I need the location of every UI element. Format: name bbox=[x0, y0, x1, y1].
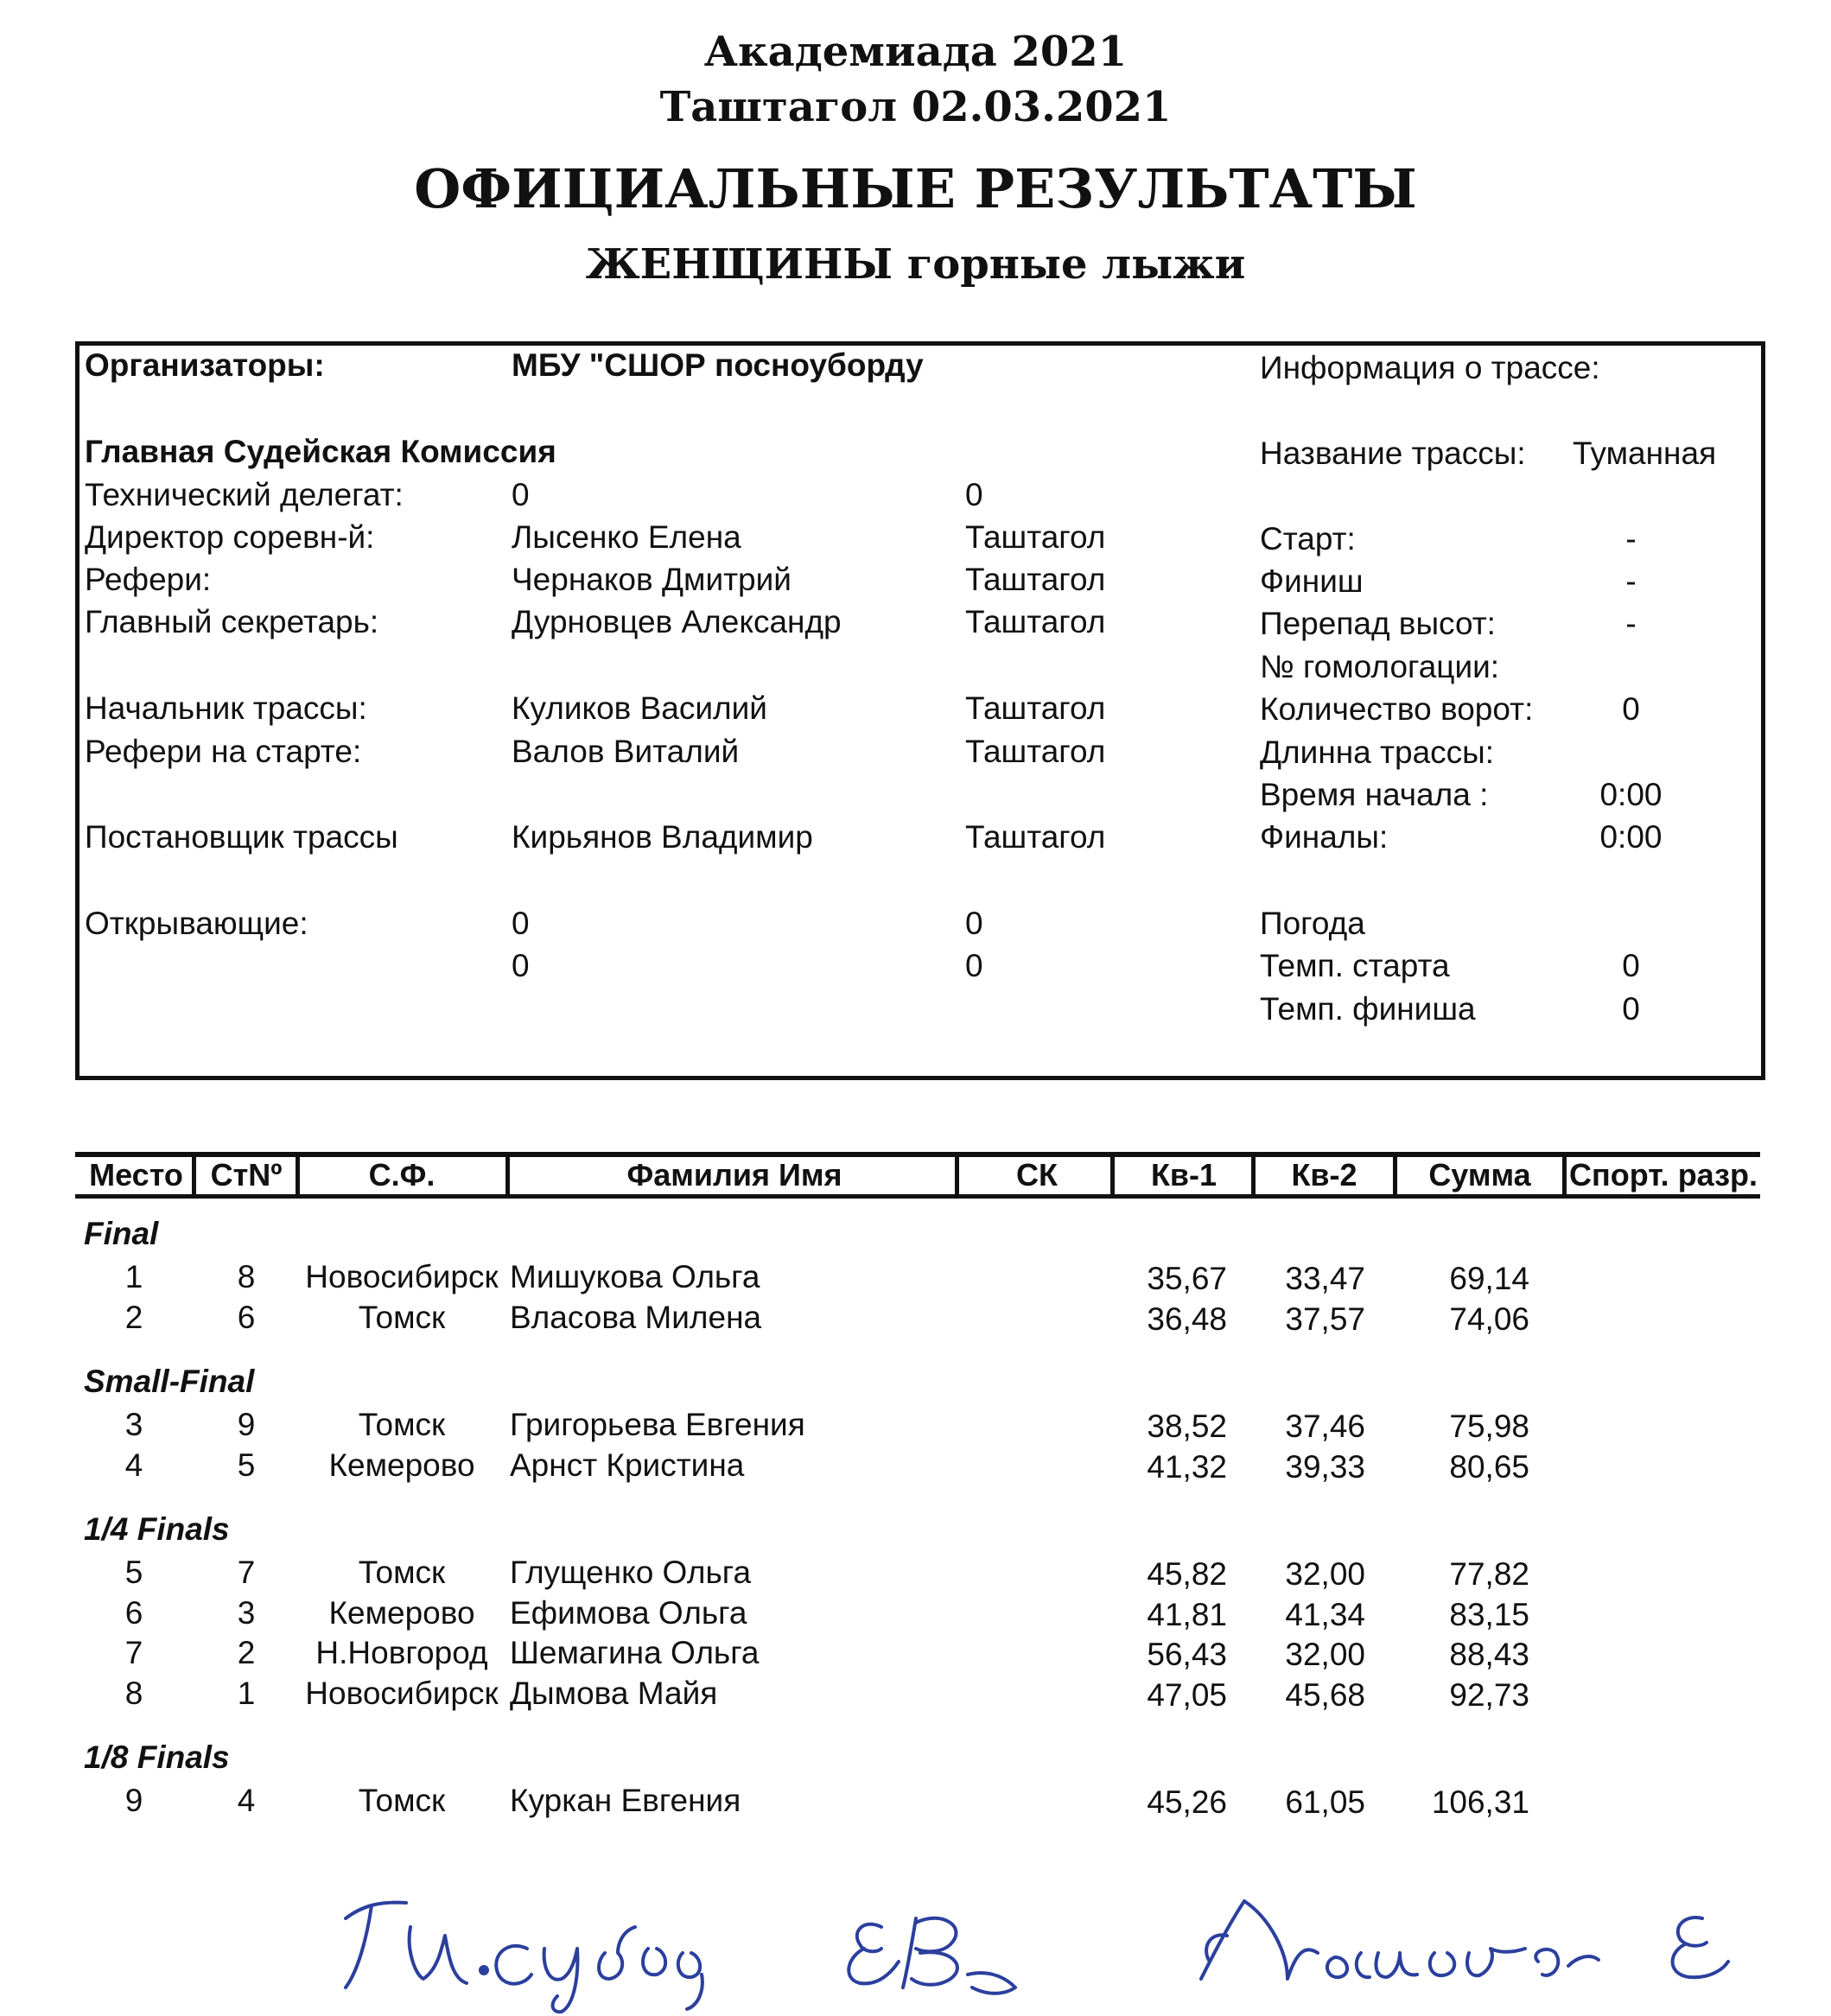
cell-sum: 83,15 bbox=[1449, 1596, 1529, 1632]
cell-qual1: 38,52 bbox=[1147, 1409, 1227, 1444]
official-role: Постановщик трассы bbox=[85, 819, 398, 855]
official-role: Начальник трассы: bbox=[85, 690, 367, 726]
track-info-value: - bbox=[1625, 521, 1637, 556]
cell-qual2: 45,68 bbox=[1285, 1676, 1365, 1713]
cell-qual2: 39,33 bbox=[1285, 1448, 1365, 1485]
official-city: Таштагол bbox=[965, 562, 1106, 597]
table-column-header: Фамилия Имя bbox=[626, 1157, 842, 1192]
cell-qual1: 45,26 bbox=[1147, 1784, 1227, 1820]
column-separator bbox=[1393, 1156, 1397, 1194]
cell-qual2: 32,00 bbox=[1285, 1637, 1365, 1672]
track-info-label: № гомологации: bbox=[1260, 649, 1500, 684]
cell-qual1: 41,32 bbox=[1147, 1448, 1227, 1485]
track-info-label: Название трассы: bbox=[1260, 436, 1526, 471]
column-separator bbox=[955, 1156, 959, 1194]
column-separator bbox=[296, 1156, 300, 1194]
official-city: 0 bbox=[965, 906, 983, 941]
cell-city: Новосибирск bbox=[305, 1675, 499, 1711]
cell-sum: 106,31 bbox=[1431, 1784, 1529, 1820]
official-role: Рефери: bbox=[85, 562, 212, 597]
track-info-value: Туманная bbox=[1573, 436, 1717, 471]
cell-qual2: 61,05 bbox=[1285, 1784, 1365, 1820]
cell-place: 5 bbox=[124, 1555, 143, 1590]
section-title: 1/8 Finals bbox=[84, 1739, 230, 1775]
organizers-value: МБУ "СШОР посноуборду bbox=[512, 347, 924, 383]
track-info-label: Темп. старта bbox=[1260, 948, 1450, 983]
cell-place: 3 bbox=[124, 1407, 143, 1442]
cell-name: Григорьева Евгения bbox=[510, 1407, 805, 1442]
cell-qual1: 35,67 bbox=[1147, 1261, 1227, 1296]
track-info-value: - bbox=[1625, 563, 1637, 599]
official-name: Валов Виталий bbox=[512, 734, 740, 769]
track-info-value: 0:00 bbox=[1599, 777, 1663, 812]
cell-place: 4 bbox=[124, 1447, 143, 1483]
official-name: Лысенко Елена bbox=[512, 519, 741, 555]
cell-name: Шемагина Ольга bbox=[510, 1635, 760, 1670]
cell-city: Новосибирск bbox=[305, 1259, 499, 1294]
track-info-label: Темп. финиша bbox=[1260, 991, 1476, 1027]
cell-city: Кемерово bbox=[328, 1447, 475, 1483]
cell-qual1: 47,05 bbox=[1147, 1676, 1227, 1713]
cell-qual1: 36,48 bbox=[1147, 1301, 1227, 1337]
official-name: 0 bbox=[512, 906, 530, 941]
track-info-value: - bbox=[1625, 606, 1637, 641]
official-city: 0 bbox=[965, 477, 983, 512]
cell-city: Кемерово bbox=[328, 1594, 475, 1631]
track-info-value: 0 bbox=[1622, 948, 1640, 983]
track-info-value: 0:00 bbox=[1599, 819, 1663, 855]
track-info-label: Перепад высот: bbox=[1260, 606, 1496, 641]
cell-qual2: 37,57 bbox=[1285, 1301, 1365, 1337]
document-title: ОФИЦИАЛЬНЫЕ РЕЗУЛЬТАТЫ bbox=[414, 157, 1417, 220]
cell-place: 2 bbox=[124, 1299, 143, 1335]
cell-name: Мишукова Ольга bbox=[510, 1259, 760, 1294]
cell-name: Глущенко Ольга bbox=[510, 1555, 752, 1590]
table-column-header: Сумма bbox=[1428, 1157, 1531, 1192]
table-header-bottom-rule bbox=[75, 1194, 1760, 1199]
official-city: Таштагол bbox=[965, 734, 1106, 769]
cell-bib: 9 bbox=[237, 1407, 256, 1442]
cell-city: Томск bbox=[358, 1783, 446, 1818]
cell-city: Н.Новгород bbox=[315, 1635, 488, 1670]
column-separator bbox=[192, 1156, 196, 1194]
cell-place: 6 bbox=[124, 1594, 143, 1631]
commission-label: Главная Судейская Комиссия bbox=[85, 434, 556, 469]
column-separator bbox=[1110, 1156, 1115, 1194]
event-place-date: Таштагол 02.03.2021 bbox=[659, 83, 1172, 131]
cell-bib: 6 bbox=[237, 1299, 256, 1335]
cell-qual1: 56,43 bbox=[1147, 1637, 1227, 1672]
table-column-header: СК bbox=[1016, 1157, 1058, 1192]
cell-sum: 74,06 bbox=[1449, 1301, 1529, 1337]
cell-qual1: 41,81 bbox=[1147, 1596, 1227, 1632]
official-role: Открывающие: bbox=[85, 906, 308, 941]
table-column-header: Спорт. разр. bbox=[1568, 1157, 1758, 1192]
cell-place: 9 bbox=[124, 1783, 143, 1818]
category-title: ЖЕНЩИНЫ горные лыжи bbox=[585, 240, 1246, 289]
official-role: Технический делегат: bbox=[85, 477, 404, 512]
track-info-label: Длинна трассы: bbox=[1260, 735, 1495, 770]
cell-sum: 75,98 bbox=[1449, 1409, 1529, 1444]
section-title: 1/4 Finals bbox=[84, 1511, 230, 1547]
section-title: Small-Final bbox=[84, 1364, 255, 1399]
official-city: Таштагол bbox=[965, 604, 1106, 639]
official-city: Таштагол bbox=[965, 819, 1106, 855]
cell-qual2: 33,47 bbox=[1285, 1261, 1365, 1296]
cell-sum: 92,73 bbox=[1449, 1676, 1529, 1713]
official-name: Куликов Василий bbox=[512, 690, 767, 726]
official-role: Директор соревн-й: bbox=[85, 519, 375, 555]
column-separator bbox=[1251, 1156, 1256, 1194]
cell-place: 1 bbox=[124, 1259, 143, 1294]
cell-qual1: 45,82 bbox=[1147, 1556, 1227, 1592]
cell-bib: 7 bbox=[237, 1555, 256, 1590]
cell-name: Власова Милена bbox=[510, 1299, 762, 1335]
cell-city: Томск bbox=[358, 1407, 446, 1442]
official-name: 0 bbox=[512, 477, 530, 512]
cell-bib: 4 bbox=[237, 1783, 256, 1818]
track-info-label: Финиш bbox=[1260, 563, 1364, 599]
official-city: 0 bbox=[965, 948, 983, 983]
cell-bib: 3 bbox=[237, 1594, 256, 1631]
cell-qual2: 41,34 bbox=[1285, 1596, 1365, 1632]
track-info-value: 0 bbox=[1622, 991, 1640, 1027]
organizers-label: Организаторы: bbox=[85, 347, 325, 383]
cell-city: Томск bbox=[358, 1299, 446, 1335]
official-city: Таштагол bbox=[965, 519, 1106, 555]
cell-sum: 88,43 bbox=[1449, 1637, 1529, 1672]
cell-bib: 1 bbox=[237, 1675, 256, 1711]
cell-name: Арнст Кристина bbox=[510, 1447, 745, 1483]
official-name: Чернаков Дмитрий bbox=[512, 562, 792, 597]
section-title: Final bbox=[84, 1216, 159, 1251]
cell-bib: 5 bbox=[237, 1447, 256, 1483]
table-column-header: СтNº bbox=[210, 1157, 283, 1192]
track-info-label: Старт: bbox=[1260, 521, 1356, 556]
track-info-label: Погода bbox=[1260, 906, 1365, 941]
cell-name: Куркан Евгения bbox=[510, 1783, 741, 1818]
table-column-header: Кв-1 bbox=[1150, 1157, 1217, 1192]
official-name: 0 bbox=[512, 948, 530, 983]
official-name: Дурновцев Александр bbox=[512, 604, 842, 639]
cell-name: Ефимова Ольга bbox=[510, 1594, 747, 1631]
cell-bib: 8 bbox=[237, 1259, 256, 1294]
cell-sum: 80,65 bbox=[1449, 1448, 1529, 1485]
table-column-header: Место bbox=[89, 1157, 183, 1192]
track-info-label: Время начала : bbox=[1260, 777, 1489, 812]
column-separator bbox=[1562, 1156, 1567, 1194]
cell-qual2: 37,46 bbox=[1285, 1409, 1365, 1444]
cell-city: Томск bbox=[358, 1555, 446, 1590]
cell-place: 8 bbox=[124, 1675, 143, 1711]
cell-place: 7 bbox=[124, 1635, 143, 1670]
official-role: Главный секретарь: bbox=[85, 604, 379, 639]
judge-signature bbox=[0, 1867, 1831, 2016]
track-info-title: Информация о трассе: bbox=[1260, 350, 1600, 385]
column-separator bbox=[505, 1156, 510, 1194]
official-role: Рефери на старте: bbox=[85, 734, 362, 769]
cell-sum: 77,82 bbox=[1449, 1556, 1529, 1592]
cell-bib: 2 bbox=[237, 1635, 256, 1670]
event-title: Академиада 2021 bbox=[703, 28, 1128, 76]
track-info-label: Количество ворот: bbox=[1260, 691, 1534, 727]
cell-name: Дымова Майя bbox=[510, 1675, 718, 1711]
official-city: Таштагол bbox=[965, 690, 1106, 726]
track-info-label: Финалы: bbox=[1260, 819, 1389, 855]
table-column-header: С.Ф. bbox=[368, 1157, 435, 1192]
cell-qual2: 32,00 bbox=[1285, 1556, 1365, 1592]
track-info-value: 0 bbox=[1622, 691, 1640, 727]
official-name: Кирьянов Владимир bbox=[512, 819, 813, 855]
table-column-header: Кв-2 bbox=[1291, 1157, 1357, 1192]
cell-sum: 69,14 bbox=[1449, 1261, 1529, 1296]
